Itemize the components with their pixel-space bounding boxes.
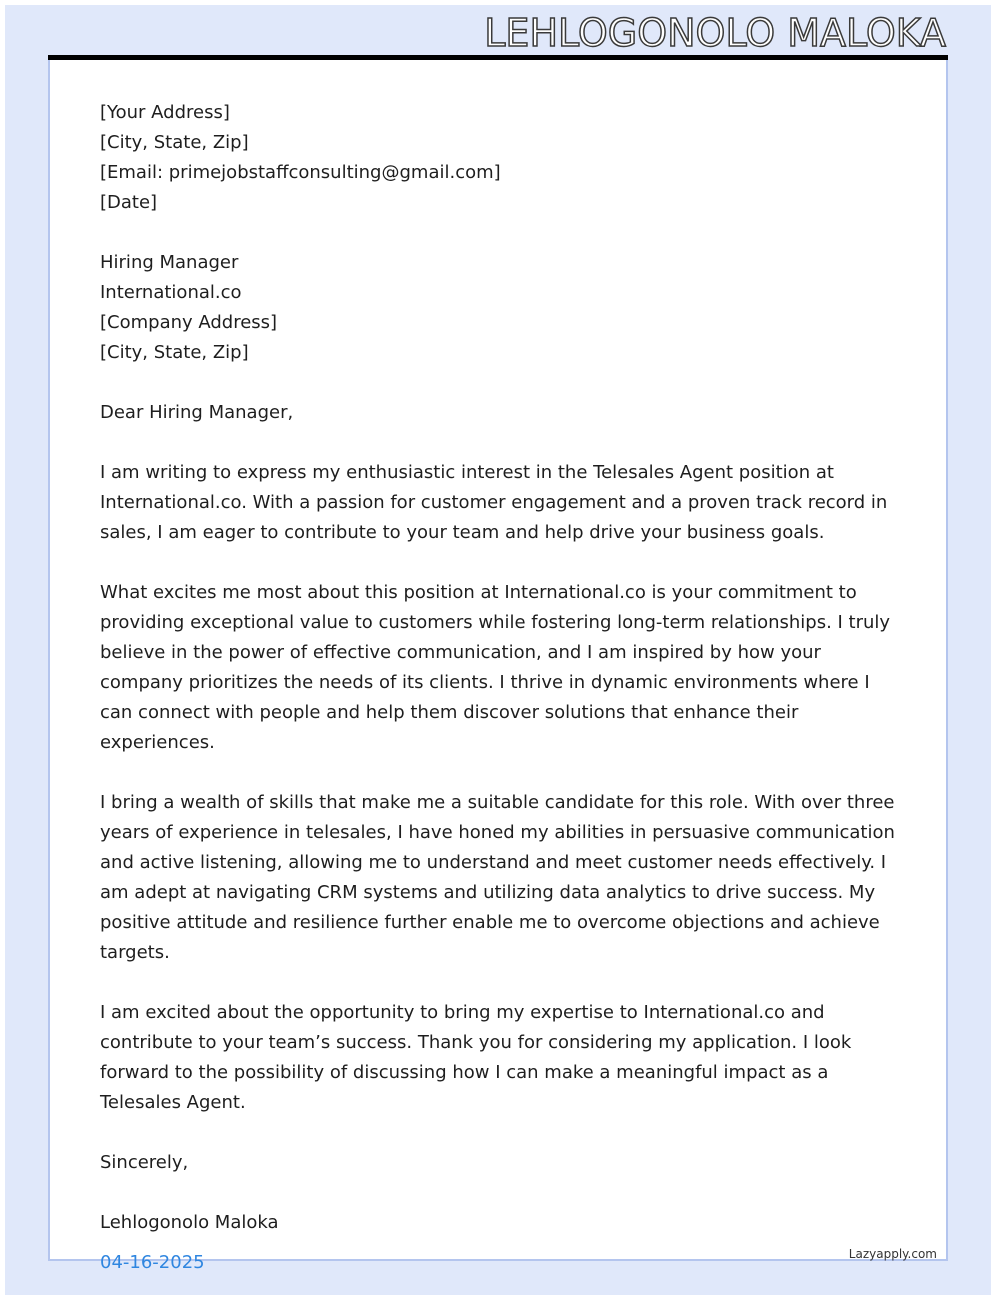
body-paragraph: What excites me most about this position at International.co is your commitment to providing exceptional value to customers while fostering long-term relationships. I truly believe in the power of effective communication, and I am inspired by how your company prioritizes the needs of its clients. I thrive in dynamic environments where I can connect with people and help them discover solutions that enhance their experiences. — [100, 582, 891, 753]
recipient-company: International.co — [100, 282, 242, 303]
recipient-title: Hiring Manager — [100, 252, 239, 273]
sender-address: [Your Address] — [100, 102, 230, 123]
recipient-address: [Company Address] — [100, 312, 278, 333]
salutation: Dear Hiring Manager, — [100, 402, 294, 423]
body-paragraph: I am excited about the opportunity to bring my expertise to International.co and contribute to your team’s success. Thank you for considering my application. I look forward to the possibility of discussing how I can make a meaningful impact as a Telesales Agent. — [100, 1002, 852, 1113]
watermark: Lazyapply.com — [848, 1247, 937, 1261]
closing: Sincerely, — [100, 1152, 189, 1173]
cover-letter — [100, 98, 900, 1278]
body-paragraph: I bring a wealth of skills that make me a suitable candidate for this role. With over three years of experience in telesales, I have honed my abilities in persuasive communication and active listening, allowing me to understand and meet customer needs effectively. I am adept at navigating CRM systems and utilizing data analytics to drive success. My positive attitude and resilience further enable me to overcome objections and achieve targets. — [100, 792, 895, 963]
recipient-city-state-zip: [City, State, Zip] — [100, 342, 249, 363]
sender-date: [Date] — [100, 192, 158, 213]
signature-name: Lehlogonolo Maloka — [100, 1212, 279, 1233]
recipient-block — [100, 248, 900, 368]
header-name: LEHLOGONOLO MALOKA — [484, 11, 946, 55]
sender-block — [100, 98, 900, 218]
sender-city-state-zip: [City, State, Zip] — [100, 132, 249, 153]
body-paragraph: I am writing to express my enthusiastic interest in the Telesales Agent position at International.co. With a passion for customer engagement and a proven track record in sales, I am eager to contribute to your team and help drive your business goals. — [100, 462, 888, 543]
signed-date: 04-16-2025 — [100, 1252, 205, 1273]
sender-email: [Email: primejobstaffconsulting@gmail.com] — [100, 162, 501, 183]
